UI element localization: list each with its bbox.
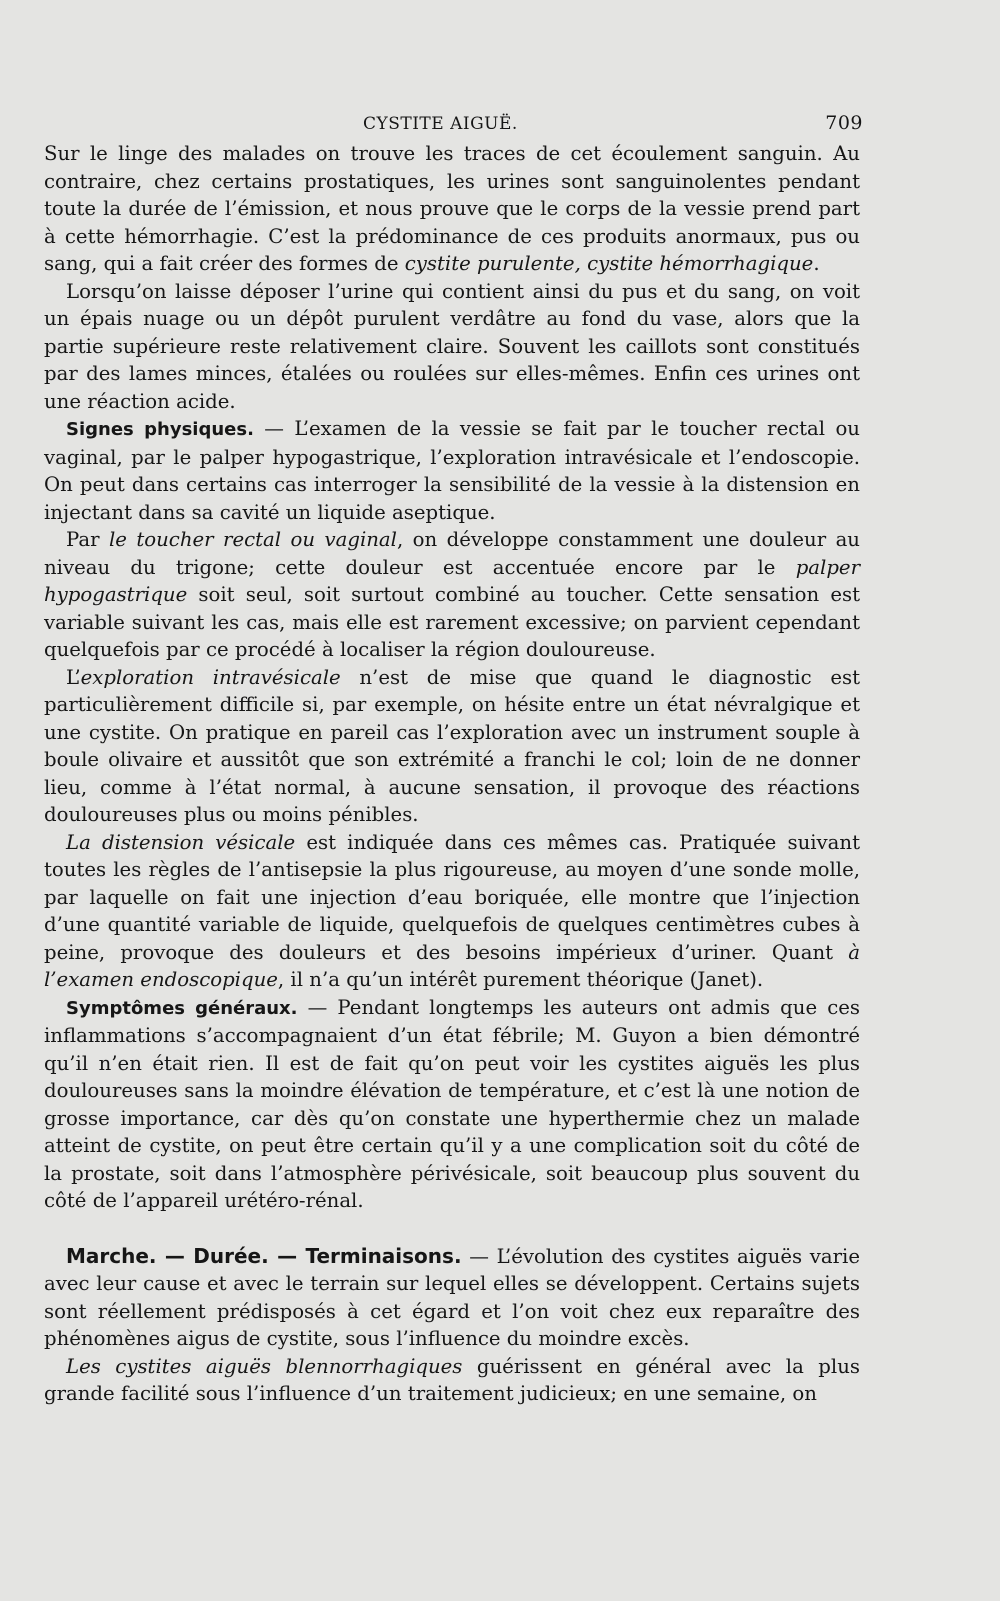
paragraph-text: Par [66,528,109,551]
section-heading: Symptômes généraux. [66,997,298,1019]
italic-term: La distension vésicale [66,830,296,854]
paragraph-rectal-exam [44,526,860,664]
paragraph-urine-deposit: Lorsqu’on laisse déposer l’urine qui contient ainsi du pus et du sang, on voit un épais nuage ou un dépôt purulent verdâtre au fond du vase, alors que la partie supérieure reste relativement claire. Souvent les caillots sont constitués par des lames minces, étalées ou roulées sur elles-mêmes. Enfin ces urines ont une réaction acide. [44,279,860,413]
paragraph-text: L’ [66,665,81,689]
paragraph-text: guérissent en général avec la plus grande facilité sous l’influence d’un traitement judicieux; en une semaine, on [44,1354,860,1405]
section-heading: Marche. — Durée. — Terminaisons. [66,1243,462,1268]
italic-term: exploration intravésicale [80,665,341,689]
paragraph-hematuria [44,140,860,278]
paragraph-text: — L’examen de la vessie se fait par le toucher rectal ou vaginal, par le palper hypogastrique, l’exploration intravésicale et l’endoscopie. On peut dans certains cas interroger la sensibilité de la vessie à la distension en injectant dans sa cavité un liquide aseptique. [44,417,860,524]
paragraph-text: — L’évolution des cystites aiguës varie avec leur cause et avec le terrain sur lequel elles se développent. Certains sujets sont réellement prédisposés à cet égard et l’on voit chez eux reparaître des phénomènes aigus de cystite, sous l’influence du moindre excès. [44,1244,860,1350]
italic-term: à l’examen endoscopique [44,940,860,991]
paragraph-text: Sur le linge des malades on trouve les traces de cet écoulement sanguin. Au contraire, chez certains prostatiques, les urines sont sanguinolentes pendant toute la durée de l’émission, et nous prouve que le corps de la vessie prend part à cette hémorrhagie. C’est la prédominance de ces produits anormaux, pus ou sang, qui a fait créer des formes de [44,142,860,275]
section-heading: Signes physiques. [66,419,254,440]
paragraph-text: , il n’a qu’un intérêt purement théorique (Janet). [277,968,764,991]
paragraph-general-symptoms [44,994,860,1215]
paragraph-text: est indiquée dans ces mêmes cas. Pratiquée suivant toutes les règles de l’antisepsie la plus rigoureuse, au moyen d’une sonde molle, par laquelle on fait une injection d’eau boriquée, elle montre que l’injection d’une quantité variable de liquide, quelquefois de quelques centimètres cubes à peine, provoque des douleurs et des besoins impérieux d’uriner. Quant [44,830,861,964]
italic-term: Les cystites aiguës blennorrhagiques [66,1354,463,1378]
paragraph-distension [44,829,860,994]
body-text [44,140,860,1408]
page-number: 709 [825,112,863,134]
paragraph-text: , on développe constamment une douleur au niveau du trigone; cette douleur est accentuée encore par le [44,528,860,579]
italic-term: palper hypogastrique [44,555,860,606]
italic-term: le toucher rectal ou vaginal [108,528,397,551]
page-header [44,108,863,140]
paragraph-intravesical [44,664,860,829]
paragraph-text: . [813,252,820,275]
italic-term: cystite purulente, cystite hémorrhagique [404,252,814,275]
running-title: CYSTITE AIGUË. [363,114,518,134]
paragraph-blennorrhagic [44,1353,860,1408]
paragraph-physical-signs [44,415,860,526]
section-spacer [44,1215,860,1243]
paragraph-text: soit seul, soit surtout combiné au toucher. Cette sensation est variable suivant les cas, mais elle est rarement excessive; on parvient cependant quelquefois par ce procédé à localiser la région douloureuse. [44,583,860,661]
paragraph-text: — Pendant longtemps les auteurs ont admis que ces inflammations s’accompagnaient d’un état fébrile; M. Guyon a bien démontré qu’il n’en était rien. Il est de fait qu’on peut voir les cystites aiguës les plus douloureuses sans la moindre élévation de température, et c’est là une notion de grosse importance, car dès qu’on constate une hyperthermie chez un malade atteint de cystite, on peut être certain qu’il y a une complication soit du côté de la prostate, soit dans l’atmosphère périvésicale, soit beaucoup plus souvent du côté de l’appareil urétéro-rénal. [44,995,861,1212]
paragraph-evolution [44,1243,860,1353]
paragraph-text: n’est de mise que quand le diagnostic est particulièrement difficile si, par exemple, on hésite entre un état névralgique et une cystite. On pratique en pareil cas l’exploration avec un instrument souple à boule olivaire et aussitôt que son extrémité a franchi le col; loin de ne donner lieu, comme à l’état normal, à aucune sensation, il provoque des réactions douloureuses plus ou moins pénibles. [44,665,860,826]
